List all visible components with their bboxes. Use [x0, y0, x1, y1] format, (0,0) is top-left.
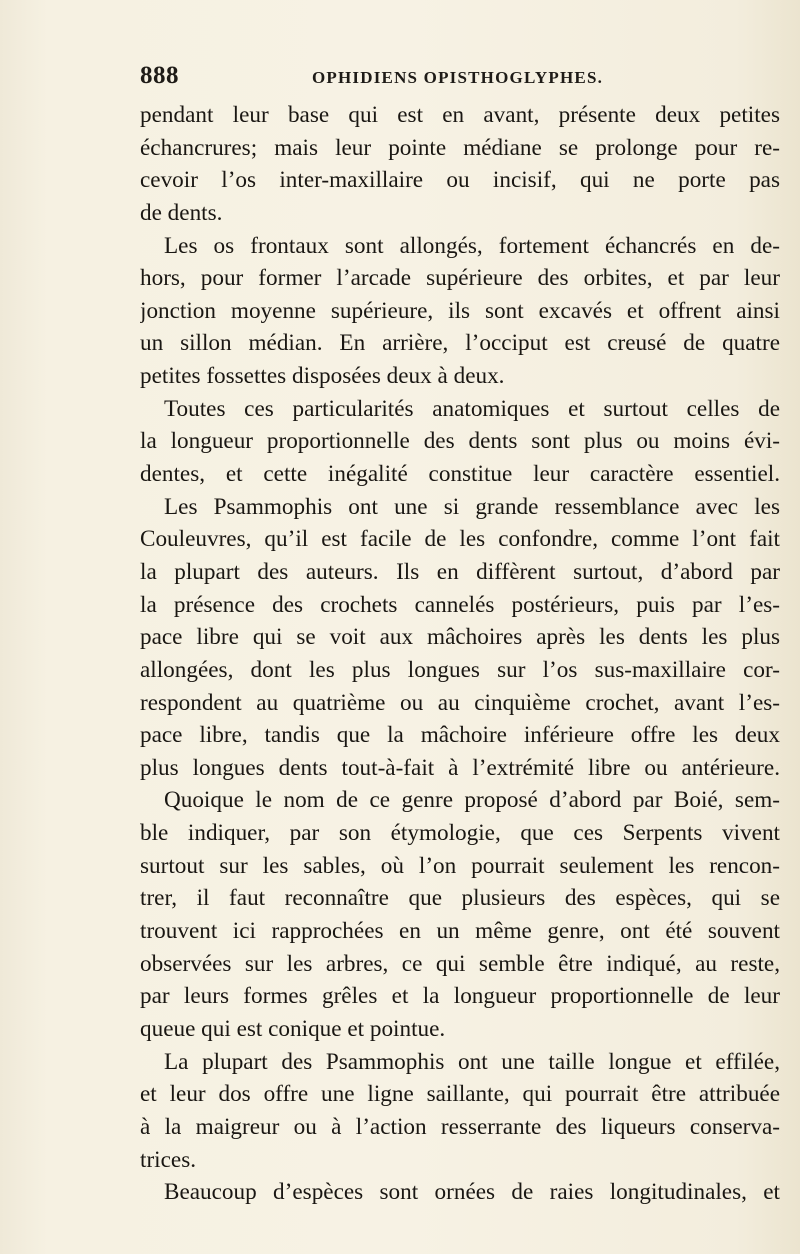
text-line: échancrures; mais leur pointe médiane se prolonge pour re-: [140, 134, 780, 161]
text-line: hors, pour former l’arcade supérieure des orbites, et par leur: [140, 265, 780, 292]
text-line: plus longues dents tout-à-fait à l’extrémité libre ou antérieure.: [140, 754, 780, 781]
text-line: par leurs formes grêles et la longueur proportionnelle de leur: [140, 983, 780, 1010]
text-line: pendant leur base qui est en avant, présente deux petites: [140, 102, 780, 128]
text-line: Quoique le nom de ce genre proposé d’abord par Boié, sem-: [164, 787, 780, 814]
text-line: allongées, dont les plus longues sur l’os sus-maxillaire cor-: [140, 656, 780, 683]
text-line: surtout sur les sables, où l’on pourrait seulement les rencon-: [140, 852, 780, 879]
text-line: dentes, et cette inégalité constitue leur caractère essentiel.: [140, 461, 780, 488]
text-line: queue qui est conique et pointue.: [140, 1015, 446, 1042]
text-line: cevoir l’os inter-maxillaire ou incisif, qui ne porte pas: [140, 167, 780, 194]
text-line: Toutes ces particularités anatomiques et surtout celles de: [164, 395, 780, 422]
text-line: pace libre, tandis que la mâchoire inférieure offre les deux: [140, 722, 780, 749]
text-line: et leur dos offre une ligne saillante, qui pourrait être attribuée: [140, 1081, 780, 1108]
body-text: [140, 99, 780, 1209]
text-line: pace libre qui se voit aux mâchoires après les dents les plus: [140, 624, 780, 651]
page-number: 888: [140, 62, 179, 89]
text-line: petites fossettes disposées deux à deux.: [140, 363, 505, 390]
text-line: la plupart des auteurs. Ils en diffèrent surtout, d’abord par: [140, 558, 780, 585]
text-line: trer, il faut reconnaître que plusieurs des espèces, qui se: [140, 885, 780, 912]
text-line: ble indiquer, par son étymologie, que ces Serpents vivent: [140, 820, 780, 847]
running-head: OPHIDIENS OPISTHOGLYPHES.: [312, 68, 604, 87]
text-line: un sillon médian. En arrière, l’occiput est creusé de quatre: [140, 330, 780, 357]
text-line: Couleuvres, qu’il est facile de les confondre, comme l’ont fait: [140, 526, 780, 553]
text-line: trouvent ici rapprochées en un même genre, ont été souvent: [140, 918, 780, 945]
text-line: à la maigreur ou à l’action resserrante des liqueurs conserva-: [140, 1113, 780, 1140]
text-line: respondent au quatrième ou au cinquième crochet, avant l’es-: [140, 689, 780, 716]
page-header: [140, 62, 780, 92]
text-line: Les Psammophis ont une si grande ressemblance avec les: [164, 493, 780, 520]
text-line: la présence des crochets cannelés postérieurs, puis par l’es-: [140, 591, 780, 618]
text-line: trices.: [140, 1146, 197, 1173]
text-line: de dents.: [140, 199, 223, 226]
text-line: La plupart des Psammophis ont une taille longue et effilée,: [164, 1048, 780, 1075]
text-line: observées sur les arbres, ce qui semble être indiqué, au reste,: [140, 950, 780, 977]
text-line: la longueur proportionnelle des dents sont plus ou moins évi-: [140, 428, 780, 455]
text-line: Les os frontaux sont allongés, fortement échancrés en de-: [164, 232, 780, 259]
text-line: jonction moyenne supérieure, ils sont excavés et offrent ainsi: [140, 297, 780, 324]
text-line: Beaucoup d’espèces sont ornées de raies longitudinales, et: [164, 1179, 780, 1206]
